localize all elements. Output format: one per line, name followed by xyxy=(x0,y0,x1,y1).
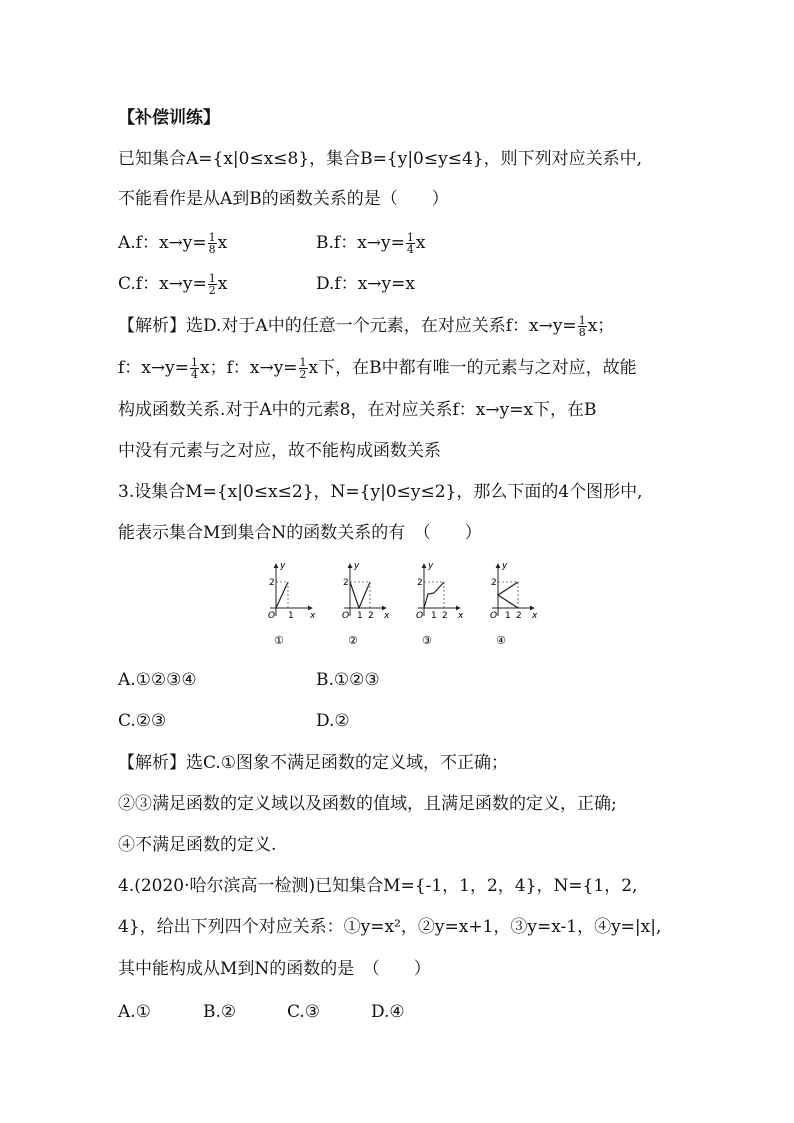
svg-text:2: 2 xyxy=(368,611,374,621)
graph-3 xyxy=(416,561,464,621)
svg-text:2: 2 xyxy=(442,611,448,621)
solution-line: 中没有元素与之对应，故不能构成函数关系 xyxy=(118,441,441,461)
option-c xyxy=(118,272,227,296)
solution-line: 【解析】选C.①图象不满足函数的定义域，不正确； xyxy=(118,753,509,773)
fraction: $\frac{1}{4}$ xyxy=(190,356,198,381)
svg-text:O: O xyxy=(416,611,424,621)
svg-text:2: 2 xyxy=(343,578,349,588)
svg-text:1: 1 xyxy=(431,611,437,621)
question-text-line: 4}，给出下列四个对应关系：①y=x²，②y=x+1，③y=x-1，④y=|x|, xyxy=(118,917,662,937)
fraction: $\frac{1}{8}$ xyxy=(578,314,586,339)
solution-line: ④不满足函数的定义. xyxy=(118,835,277,855)
svg-text:O: O xyxy=(490,611,498,621)
option-text: x xyxy=(217,233,228,253)
origin-label: O xyxy=(268,611,276,621)
option-a xyxy=(118,231,227,255)
svg-text:x: x xyxy=(310,611,316,621)
option-c: C.②③ xyxy=(118,711,167,731)
fraction: $\frac{1}{8}$ xyxy=(208,231,216,256)
option-c: C.③ xyxy=(287,1002,321,1022)
option-text: A.f：x→y= xyxy=(118,233,207,253)
svg-text:1: 1 xyxy=(357,611,363,621)
option-d: D.f：x→y=x xyxy=(316,274,415,294)
option-d: D.② xyxy=(316,711,350,731)
question-text-line: 4.(2020·哈尔滨高一检测)已知集合M={-1，1，2，4}，N={1，2, xyxy=(118,876,638,896)
question-text-line: 不能看作是从A到B的函数关系的是（ ） xyxy=(118,189,449,209)
question-text-line: 已知集合A={x|0≤x≤8}，集合B={y|0≤y≤4}，则下列对应关系中, xyxy=(118,149,643,169)
question-text-line: 能表示集合M到集合N的函数关系的有 （ ） xyxy=(118,523,482,543)
option-a: A.① xyxy=(118,1002,151,1022)
svg-text:y: y xyxy=(354,561,360,571)
svg-text:y: y xyxy=(428,561,434,571)
fraction: $\frac{1}{2}$ xyxy=(208,272,216,297)
graph-4 xyxy=(490,561,538,621)
graph-label-2: ② xyxy=(348,634,358,647)
question-text-line: 其中能构成从M到N的函数的是 （ ） xyxy=(118,959,431,979)
fraction: $\frac{1}{2}$ xyxy=(299,356,307,381)
solution-line: f：x→y= $\frac{1}{4}$ x；f：x→y= $\frac{1}{2}$ x下，在B中都有唯一的元素与之对应，故能 xyxy=(118,356,637,381)
svg-text:x: x xyxy=(532,611,538,621)
section-heading: 【补偿训练】 xyxy=(118,108,220,128)
graph-label-3: ③ xyxy=(422,634,432,647)
fraction: $\frac{1}{4}$ xyxy=(406,231,414,256)
option-a: A.①②③④ xyxy=(118,670,197,690)
svg-text:O: O xyxy=(342,611,350,621)
option-d: D.④ xyxy=(371,1002,405,1022)
option-b: B.② xyxy=(203,1002,237,1022)
svg-text:1: 1 xyxy=(505,611,511,621)
svg-text:y: y xyxy=(280,561,286,571)
graph-label-1: ① xyxy=(274,634,284,647)
svg-text:2: 2 xyxy=(516,611,522,621)
svg-text:x: x xyxy=(384,611,390,621)
svg-text:x: x xyxy=(458,611,464,621)
function-graphs xyxy=(250,560,550,650)
solution-line: 【解析】选D.对于A中的任意一个元素，在对应关系f：x→y= $\frac{1}{8}$ x； xyxy=(118,314,615,339)
option-b xyxy=(316,231,425,255)
svg-text:2: 2 xyxy=(491,578,497,588)
option-text: x xyxy=(217,274,228,294)
graph-label-4: ④ xyxy=(496,634,506,647)
option-text: C.f：x→y= xyxy=(118,274,207,294)
svg-text:2: 2 xyxy=(269,578,275,588)
option-text: x xyxy=(415,233,426,253)
graph-1 xyxy=(268,561,316,621)
question-text-line: 3.设集合M={x|0≤x≤2}，N={y|0≤y≤2}，那么下面的4个图形中, xyxy=(118,482,643,502)
svg-text:y: y xyxy=(502,561,508,571)
solution-line: ②③满足函数的定义域以及函数的值域，且满足函数的定义，正确; xyxy=(118,794,617,814)
option-b: B.①②③ xyxy=(316,670,380,690)
graph-2 xyxy=(342,561,390,621)
solution-line: 构成函数关系.对于A中的元素8，在对应关系f：x→y=x下，在B xyxy=(118,400,597,420)
svg-text:2: 2 xyxy=(417,578,423,588)
option-text: B.f：x→y= xyxy=(316,233,405,253)
svg-text:1: 1 xyxy=(288,611,294,621)
